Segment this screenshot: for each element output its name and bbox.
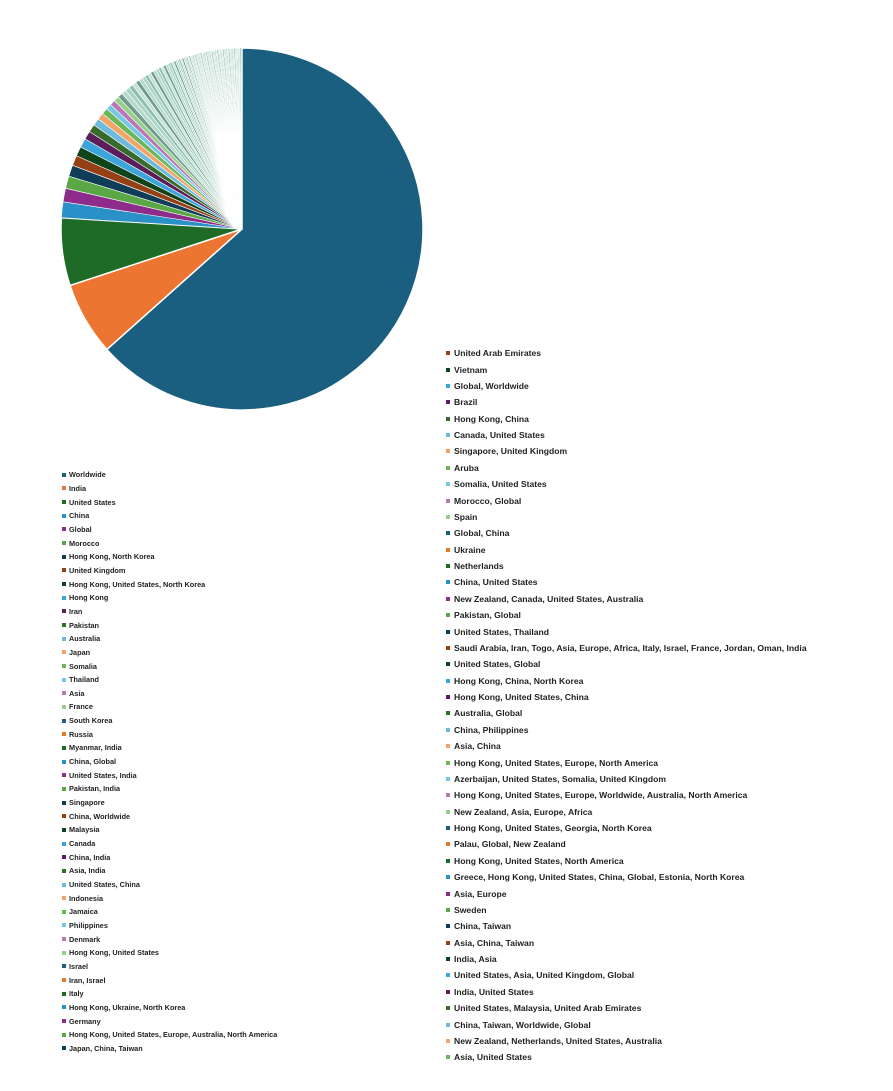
legend-item (62, 536, 277, 550)
legend-swatch (62, 500, 66, 504)
legend-item (62, 755, 277, 769)
legend-label: Palau, Global, New Zealand (454, 839, 566, 850)
legend-label: Iran (69, 606, 83, 616)
legend-swatch (62, 923, 66, 927)
legend-label: China, Worldwide (69, 811, 131, 821)
legend-label: Hong Kong, United States, Georgia, North Korea (454, 823, 652, 834)
legend-label: Saudi Arabia, Iran, Togo, Asia, Europe, Africa, Italy, Israel, France, Jordan, Oman, India (454, 642, 807, 653)
legend-swatch (62, 992, 66, 996)
legend-item (62, 659, 277, 673)
legend-label: Greece, Hong Kong, United States, China, Global, Estonia, North Korea (454, 872, 745, 883)
legend-swatch (446, 449, 450, 453)
legend-swatch (62, 568, 66, 572)
legend-item (62, 864, 277, 878)
legend-item (62, 564, 277, 578)
legend-label: United States, India (69, 770, 137, 780)
legend-swatch (62, 705, 66, 709)
legend-item (62, 850, 277, 864)
legend-swatch (62, 964, 66, 968)
legend-item (62, 782, 277, 796)
legend-swatch (62, 855, 66, 859)
legend-label: United States, China (69, 880, 140, 890)
legend-swatch (62, 473, 66, 477)
legend-item (62, 741, 277, 755)
legend-label: Sweden (454, 904, 487, 915)
legend-label: Hong Kong, United States, North America (454, 855, 624, 866)
legend-swatch (446, 351, 450, 355)
legend-label: Canada (69, 839, 96, 849)
legend-swatch (62, 541, 66, 545)
legend-label: Pakistan (69, 620, 100, 630)
legend-item (446, 607, 807, 623)
legend-item (446, 394, 807, 410)
legend-swatch (446, 695, 450, 699)
legend-item (446, 640, 807, 656)
legend-label: Hong Kong, United States, Europe, North America (454, 757, 659, 768)
legend-item (446, 673, 807, 689)
legend-swatch (446, 777, 450, 781)
legend-swatch (446, 515, 450, 519)
legend-item (62, 577, 277, 591)
legend-swatch (62, 582, 66, 586)
legend-label: China, Taiwan, Worldwide, Global (454, 1019, 591, 1030)
legend-swatch (446, 499, 450, 503)
legend-swatch (446, 646, 450, 650)
legend-item (62, 1014, 277, 1028)
legend-item (62, 550, 277, 564)
legend-item (62, 673, 277, 687)
legend-swatch (62, 609, 66, 613)
legend-swatch (62, 637, 66, 641)
legend-label: Asia, Europe (454, 888, 507, 899)
legend-label: China, United States (454, 577, 538, 588)
legend-swatch (446, 941, 450, 945)
legend-label: Hong Kong, China (454, 413, 529, 424)
legend-swatch (446, 662, 450, 666)
legend-swatch (62, 664, 66, 668)
legend-item (62, 468, 277, 482)
legend-item (446, 542, 807, 558)
legend-swatch (62, 910, 66, 914)
legend-swatch (446, 531, 450, 535)
legend-swatch (446, 597, 450, 601)
legend-label: Somalia, United States (454, 479, 547, 490)
legend-label: Japan (69, 647, 91, 657)
legend-label: Hong Kong, United States, Europe, Worldwide, Australia, North America (454, 790, 748, 801)
legend-label: India, Asia (454, 954, 497, 965)
legend-swatch (62, 828, 66, 832)
legend-swatch (62, 596, 66, 600)
legend-item (446, 345, 807, 361)
legend-swatch (446, 384, 450, 388)
legend-swatch (446, 875, 450, 879)
legend-item (62, 509, 277, 523)
legend-label: New Zealand, Asia, Europe, Africa (454, 806, 593, 817)
legend-swatch (446, 580, 450, 584)
legend-label: Pakistan, India (69, 784, 121, 794)
legend-label: Asia, India (69, 866, 106, 876)
legend-item (446, 853, 807, 869)
legend-item (62, 495, 277, 509)
legend-label: China, India (69, 852, 111, 862)
legend-label: Canada, United States (454, 430, 545, 441)
legend-swatch (446, 1006, 450, 1010)
legend-item (446, 656, 807, 672)
legend-label: Hong Kong, United States, Europe, Australia, North America (69, 1030, 278, 1040)
legend-swatch (446, 859, 450, 863)
legend-item (62, 878, 277, 892)
legend-swatch (446, 433, 450, 437)
legend-item (62, 1001, 277, 1015)
legend-swatch (62, 650, 66, 654)
legend-label: Worldwide (69, 470, 106, 480)
legend-swatch (62, 937, 66, 941)
legend-item (446, 1000, 807, 1016)
legend-swatch (446, 957, 450, 961)
legend-item (62, 523, 277, 537)
legend-swatch (446, 1023, 450, 1027)
legend-label: Morocco (69, 538, 100, 548)
legend-item (446, 820, 807, 836)
legend-item (62, 960, 277, 974)
legend-swatch (62, 1005, 66, 1009)
legend-swatch (446, 793, 450, 797)
legend-label: Brazil (454, 397, 478, 408)
legend-item (62, 714, 277, 728)
legend-swatch (446, 1055, 450, 1059)
legend-label: China (69, 511, 90, 521)
legend-label: Pakistan, Global (454, 610, 521, 621)
legend-label: Hong Kong, United States (69, 948, 159, 958)
legend-item (446, 951, 807, 967)
legend-item (446, 558, 807, 574)
legend-swatch (446, 924, 450, 928)
legend-item (446, 509, 807, 525)
legend-swatch (446, 842, 450, 846)
legend-swatch (62, 896, 66, 900)
legend-label: Vietnam (454, 364, 488, 375)
legend-label: Spain (454, 511, 478, 522)
legend-swatch (62, 951, 66, 955)
legend-item (446, 836, 807, 852)
legend-item (62, 727, 277, 741)
legend-label: South Korea (69, 716, 113, 726)
legend-label: Hong Kong, Ukraine, North Korea (69, 1002, 186, 1012)
legend-label: Morocco, Global (454, 495, 522, 506)
legend-swatch (62, 773, 66, 777)
legend-item (446, 902, 807, 918)
legend-label: Malaysia (69, 825, 100, 835)
legend-item (62, 932, 277, 946)
legend-swatch (446, 826, 450, 830)
legend-item (62, 632, 277, 646)
legend-item (446, 984, 807, 1000)
legend-item (446, 722, 807, 738)
legend-item (446, 918, 807, 934)
legend-label: Global, China (454, 528, 510, 539)
legend-item (62, 618, 277, 632)
legend-label: Australia (69, 634, 101, 644)
legend-item (446, 869, 807, 885)
legend-swatch (446, 728, 450, 732)
legend-label: Australia, Global (454, 708, 523, 719)
legend-item (446, 361, 807, 377)
legend-swatch (62, 842, 66, 846)
legend-swatch (62, 801, 66, 805)
legend-label: Hong Kong, United States, China (454, 692, 589, 703)
legend-label: Iran, Israel (69, 975, 106, 985)
legend-swatch (446, 482, 450, 486)
legend-item (62, 987, 277, 1001)
legend-label: New Zealand, Canada, United States, Australia (454, 593, 644, 604)
legend-label: Aruba (454, 462, 479, 473)
legend-swatch (446, 400, 450, 404)
legend-swatch (446, 564, 450, 568)
legend-item (62, 700, 277, 714)
legend-label: Somalia (69, 661, 97, 671)
legend-item (446, 787, 807, 803)
legend-right (446, 345, 807, 1066)
legend-label: Singapore, United Kingdom (454, 446, 568, 457)
legend-label: United States, Malaysia, United Arab Emirates (454, 1003, 642, 1014)
legend-label: United States, Asia, United Kingdom, Global (454, 970, 635, 981)
legend-item (62, 891, 277, 905)
legend-item (446, 623, 807, 639)
legend-label: United States (69, 497, 116, 507)
legend-item (62, 482, 277, 496)
legend-label: China, Philippines (454, 724, 529, 735)
legend-label: Denmark (69, 934, 101, 944)
legend-swatch (62, 787, 66, 791)
legend-label: Philippines (69, 920, 108, 930)
legend-swatch (446, 892, 450, 896)
legend-item (446, 1016, 807, 1032)
legend-label: Hong Kong (69, 593, 109, 603)
legend-swatch (62, 691, 66, 695)
legend-swatch (62, 732, 66, 736)
legend-item (446, 804, 807, 820)
legend-swatch (62, 486, 66, 490)
legend-label: Jamaica (69, 907, 98, 917)
legend-label: Germany (69, 1016, 101, 1026)
legend-label: Hong Kong, United States, North Korea (69, 579, 206, 589)
legend-label: United Kingdom (69, 565, 126, 575)
legend-swatch (62, 527, 66, 531)
legend-item (446, 1033, 807, 1049)
legend-item (62, 591, 277, 605)
legend-label: United States, Global (454, 659, 541, 670)
legend-swatch (446, 679, 450, 683)
legend-swatch (62, 814, 66, 818)
legend-label: Azerbaijan, United States, Somalia, United Kingdom (454, 773, 667, 784)
legend-label: Israel (69, 961, 89, 971)
legend-swatch (62, 746, 66, 750)
legend-item (62, 905, 277, 919)
legend-swatch (62, 1046, 66, 1050)
legend-label: Japan, China, Taiwan (69, 1043, 143, 1053)
legend-swatch (62, 760, 66, 764)
legend-label: Ukraine (454, 544, 486, 555)
legend-item (446, 935, 807, 951)
legend-item (446, 476, 807, 492)
legend-swatch (446, 548, 450, 552)
legend-swatch (62, 883, 66, 887)
legend-swatch (446, 711, 450, 715)
legend-item (446, 689, 807, 705)
legend-item (446, 378, 807, 394)
legend-swatch (446, 368, 450, 372)
legend-item (446, 574, 807, 590)
legend-item (446, 705, 807, 721)
legend-label: Hong Kong, China, North Korea (454, 675, 584, 686)
legend-item (446, 411, 807, 427)
legend-label: Myanmar, India (69, 743, 122, 753)
legend-item (446, 885, 807, 901)
legend-item (62, 919, 277, 933)
legend-label: Russia (69, 729, 93, 739)
legend-label: Netherlands (454, 561, 504, 572)
legend-label: France (69, 702, 93, 712)
legend-swatch (446, 417, 450, 421)
legend-label: Singapore (69, 798, 105, 808)
legend-label: Global, Worldwide (454, 380, 529, 391)
legend-label: India (69, 483, 87, 493)
legend-swatch (62, 719, 66, 723)
legend-item (62, 687, 277, 701)
legend-item (446, 492, 807, 508)
legend-label: New Zealand, Netherlands, United States, Australia (454, 1035, 662, 1046)
legend-item (62, 973, 277, 987)
legend-swatch (62, 514, 66, 518)
legend-label: Thailand (69, 675, 99, 685)
legend-swatch (446, 810, 450, 814)
legend-label: China, Global (69, 757, 117, 767)
legend-swatch (62, 1033, 66, 1037)
legend-label: United Arab Emirates (454, 348, 542, 359)
legend-label: Asia, China (454, 741, 501, 752)
legend-swatch (446, 761, 450, 765)
legend-swatch (62, 623, 66, 627)
legend-swatch (446, 973, 450, 977)
legend-swatch (62, 1019, 66, 1023)
legend-item (62, 823, 277, 837)
legend-swatch (62, 869, 66, 873)
legend-label: Asia, China, Taiwan (454, 937, 535, 948)
legend-label: Indonesia (69, 893, 104, 903)
legend-label: Asia, United States (454, 1052, 532, 1063)
legend-item (446, 754, 807, 770)
legend-label: Asia (69, 688, 85, 698)
legend-swatch (446, 990, 450, 994)
legend-item (446, 771, 807, 787)
legend-swatch (62, 978, 66, 982)
legend-swatch (62, 678, 66, 682)
legend-item (62, 809, 277, 823)
legend-item (446, 427, 807, 443)
legend-swatch (446, 466, 450, 470)
legend-item (446, 1049, 807, 1065)
legend-item (446, 967, 807, 983)
legend-item (62, 768, 277, 782)
legend-item (62, 646, 277, 660)
legend-swatch (446, 630, 450, 634)
legend-left (62, 468, 277, 1055)
legend-label: China, Taiwan (454, 921, 512, 932)
legend-item (62, 605, 277, 619)
legend-item (446, 525, 807, 541)
legend-item (62, 796, 277, 810)
legend-item (446, 591, 807, 607)
legend-item (62, 1042, 277, 1056)
legend-item (62, 946, 277, 960)
legend-swatch (446, 1039, 450, 1043)
legend-swatch (446, 744, 450, 748)
legend-label: India, United States (454, 986, 534, 997)
legend-swatch (446, 613, 450, 617)
legend-item (446, 738, 807, 754)
legend-label: Italy (69, 989, 84, 999)
legend-label: United States, Thailand (454, 626, 550, 637)
legend-swatch (446, 908, 450, 912)
legend-label: Global (69, 524, 92, 534)
legend-label: Hong Kong, North Korea (69, 552, 155, 562)
legend-item (446, 443, 807, 459)
legend-swatch (62, 555, 66, 559)
legend-item (62, 837, 277, 851)
legend-item (446, 460, 807, 476)
legend-item (62, 1028, 277, 1042)
